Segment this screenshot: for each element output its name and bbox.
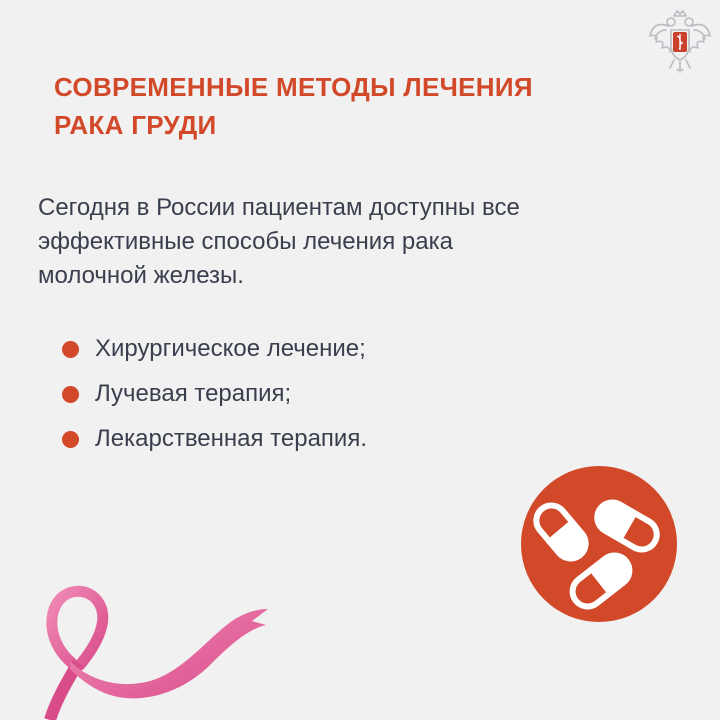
intro-line-2: эффективные способы лечения рака: [38, 228, 453, 255]
intro-text: [38, 191, 638, 293]
list-item: [62, 328, 367, 370]
page-title: [54, 68, 533, 144]
bullet-icon: [62, 386, 79, 403]
list-item: [62, 373, 367, 415]
list-item-label: Лучевая терапия;: [95, 380, 292, 407]
list-item-label: Лекарственная терапия.: [95, 425, 367, 452]
title-line-1: СОВРЕМЕННЫЕ МЕТОДЫ ЛЕЧЕНИЯ: [54, 72, 533, 102]
list-item: [62, 418, 367, 460]
bullet-icon: [62, 341, 79, 358]
ministry-emblem-icon: [644, 6, 716, 78]
bullet-icon: [62, 431, 79, 448]
intro-line-1: Сегодня в России пациентам доступны все: [38, 194, 520, 221]
list-item-label: Хирургическое лечение;: [95, 335, 366, 362]
treatment-list: [62, 328, 367, 463]
intro-line-3: молочной железы.: [38, 262, 244, 289]
pink-ribbon-icon: [20, 585, 280, 720]
pills-icon: [519, 464, 679, 624]
title-line-2: РАКА ГРУДИ: [54, 110, 217, 140]
